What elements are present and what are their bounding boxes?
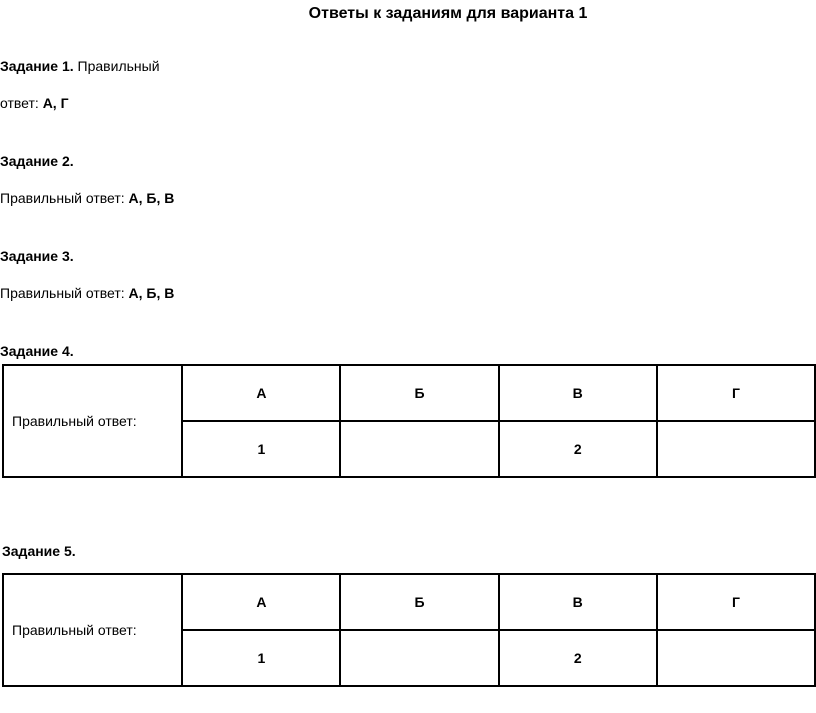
task1-answer: А, Г [42,95,69,111]
task5-heading-line [2,543,76,559]
value-cell-v: 2 [499,630,657,686]
task5-heading: Задание 5. [2,543,76,559]
value-cell-a: 1 [182,630,340,686]
value-cell-g [657,421,815,477]
column-header-v: В [499,574,657,630]
value-cell-v: 2 [499,421,657,477]
task2-answer-line [0,190,174,206]
table-header-row [3,365,815,421]
column-header-a: А [182,365,340,421]
task4-heading-line [0,343,74,359]
task3-answer: А, Б, В [128,285,175,301]
task2-heading: Задание 2. [0,153,74,169]
task2-text: Правильный ответ: [0,190,129,206]
task1-line2 [0,95,69,111]
task4-answer-table [2,364,816,478]
value-cell-b [340,421,498,477]
table-header-row [3,574,815,630]
answer-label-cell: Правильный ответ: [3,574,182,686]
column-header-g: Г [657,365,815,421]
value-cell-g [657,630,815,686]
task2-answer: А, Б, В [128,190,175,206]
column-header-g: Г [657,574,815,630]
task3-answer-line [0,285,174,301]
value-cell-b [340,630,498,686]
task2-heading-line [0,153,74,169]
task1-line1 [0,58,160,74]
task1-heading: Задание 1. [0,58,74,74]
value-cell-a: 1 [182,421,340,477]
task3-heading: Задание 3. [0,248,74,264]
task1-text2: ответ: [0,95,43,111]
task4-heading: Задание 4. [0,343,74,359]
task3-text: Правильный ответ: [0,285,129,301]
column-header-a: А [182,574,340,630]
task3-heading-line [0,248,74,264]
task1-text1: Правильный [73,58,160,74]
answer-label-cell: Правильный ответ: [3,365,182,477]
column-header-b: Б [340,365,498,421]
task5-answer-table [2,573,816,687]
column-header-v: В [499,365,657,421]
column-header-b: Б [340,574,498,630]
page-title: Ответы к заданиям для варианта 1 [308,5,588,22]
